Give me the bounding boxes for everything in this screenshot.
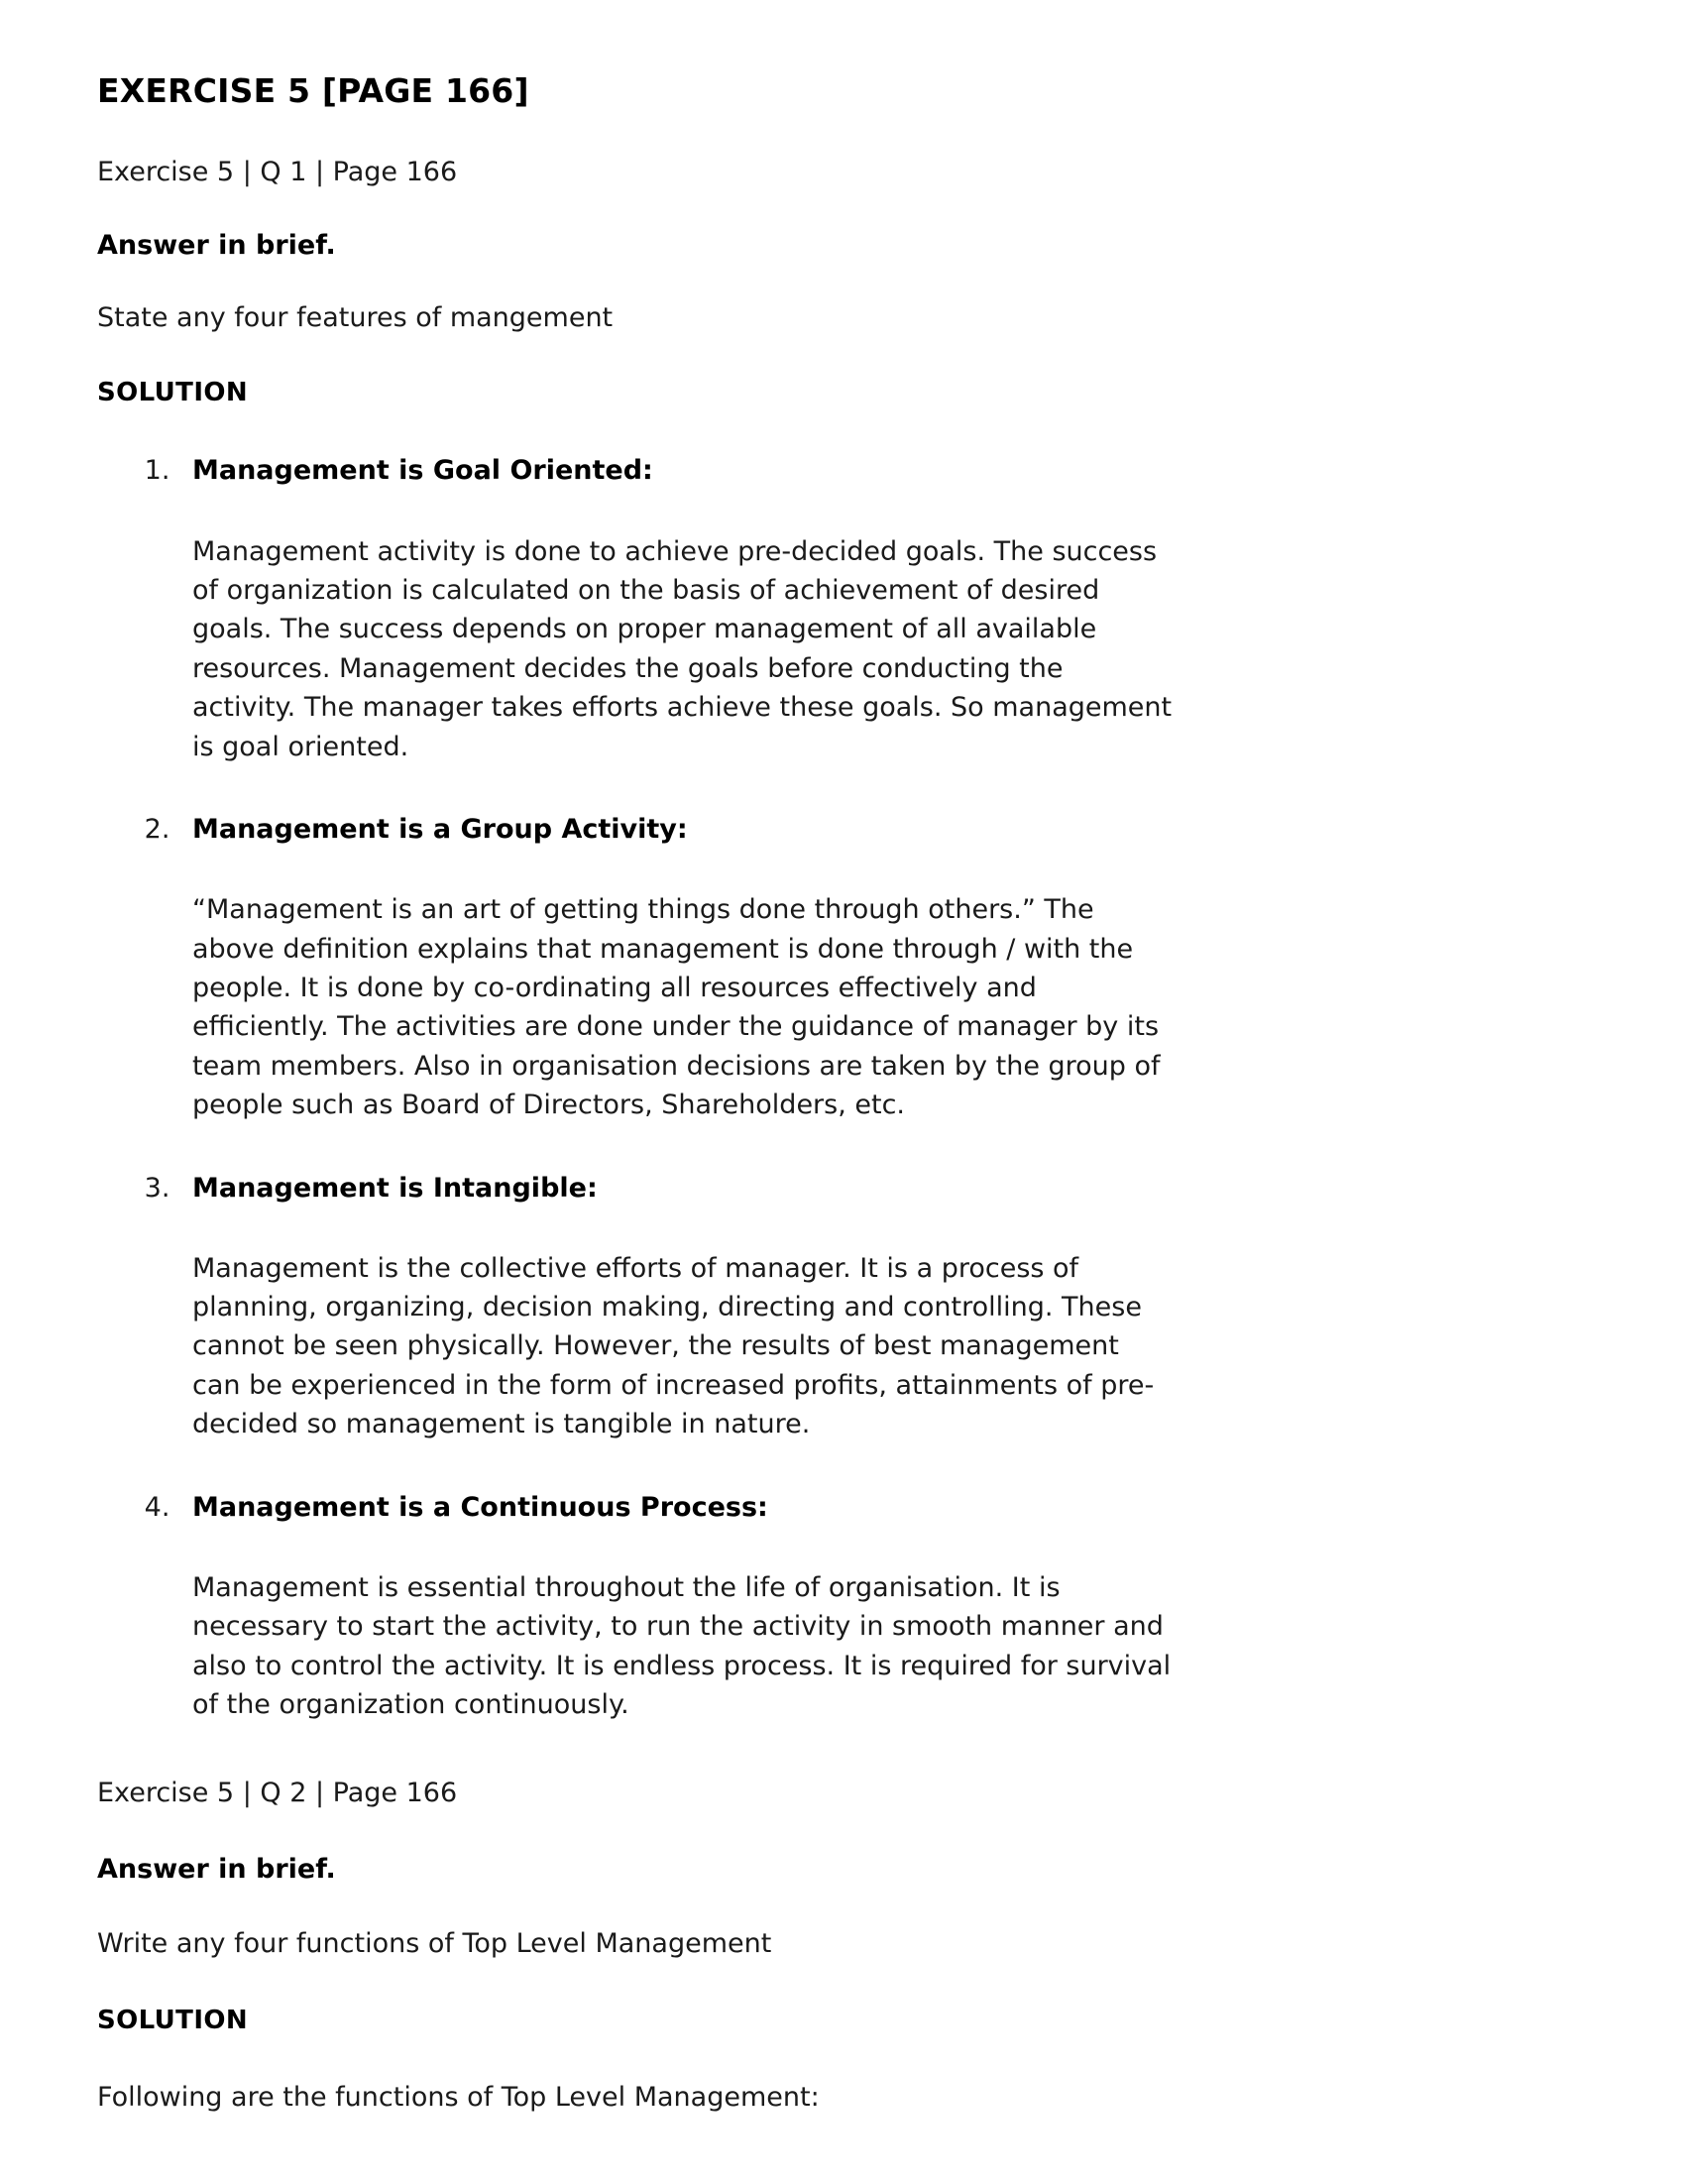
list-item-title: 2. Management is a Group Activity: <box>192 814 688 845</box>
list-item-title: 1. Management is Goal Oriented: <box>192 455 653 487</box>
list-item-body: “Management is an art of getting things done through others.” The above definition explains that management is done through / with the people. It is done by co-ordinating all resources effectively and efficiently. The activities are done under the guidance of manager by its team members. Also in organisation decisions are taken by the group of people such as Board of Directors, Shareholders, etc. <box>192 894 1161 1121</box>
list-item-title: 3. Management is Intangible: <box>192 1172 598 1204</box>
list-item-body: Management is essential throughout the life of organisation. It is necessary to start the activity, to run the activity in smooth manner and also to control the activity. It is endless process. It is required for survival of the organization continuously. <box>192 1571 1172 1720</box>
question-block-q2 <box>97 1776 1173 2117</box>
question-meta-q2: Exercise 5 | Q 2 | Page 166 <box>97 1778 458 1809</box>
list-item <box>178 1490 1173 1725</box>
list-item-body: Management activity is done to achieve pre-decided goals. The success of organization is calculated on the basis of achievement of desired goals. The success depends on proper management of all available resources. Management decides the goals before conducting the activity. The manager takes efforts achieve these goals. So management is goal oriented. <box>192 535 1173 762</box>
question-meta-q1: Exercise 5 | Q 1 | Page 166 <box>97 156 458 187</box>
list-item <box>178 453 1173 766</box>
answer-instruction-q2: Answer in brief. <box>97 1853 336 1885</box>
answer-instruction-q1: Answer in brief. <box>97 230 336 262</box>
solution-label-q2: SOLUTION <box>97 2006 249 2036</box>
document-body <box>97 71 1173 2117</box>
solution-list-q1 <box>97 453 1173 1724</box>
solution-intro-q2: Following are the functions of Top Level Management: <box>97 2082 820 2114</box>
list-item <box>178 1171 1173 1444</box>
page-title: EXERCISE 5 [PAGE 166] <box>97 71 529 110</box>
list-item-title: 4. Management is a Continuous Process: <box>192 1491 768 1523</box>
list-item-body: Management is the collective efforts of manager. It is a process of planning, organizing, decision making, directing and controlling. These cannot be seen physically. However, the results of best management can be experienced in the form of increased profits, attainments of pre-decided so management is tangible in nature. <box>192 1252 1155 1440</box>
question-text-q1: State any four features of mangement <box>97 302 614 334</box>
list-item <box>178 812 1173 1125</box>
solution-label-q1: SOLUTION <box>97 378 249 408</box>
question-text-q2: Write any four functions of Top Level Management <box>97 1927 772 1959</box>
